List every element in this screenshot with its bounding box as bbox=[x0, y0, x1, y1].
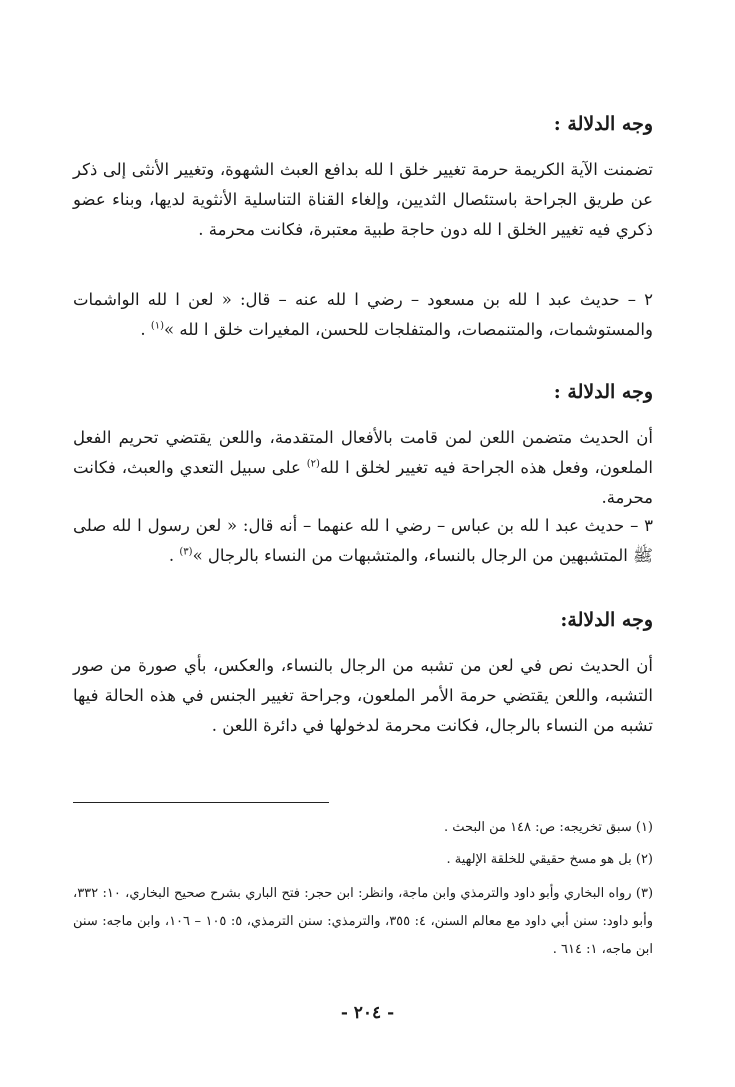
footnote-ref: (٣) bbox=[179, 546, 193, 558]
hadith-paragraph bbox=[73, 511, 653, 571]
paragraph bbox=[73, 423, 653, 513]
page-number: - ٢٠٤ - bbox=[340, 1003, 395, 1023]
hadith-text: ٣ – حديث عبد ا لله بن عباس – رضي ا لله عنهما – أنه قال: « لعن رسول ا لله صلى ﷺ المتشبهين من الرجال بالنساء، والمتشبهات من النساء بالرجال » bbox=[73, 516, 653, 565]
footnote: (١) سبق تخريجه: ص: ١٤٨ من البحث . bbox=[444, 820, 653, 835]
paragraph-text: أن الحديث متضمن اللعن لمن قامت بالأفعال المتقدمة، واللعن يقتضي تحريم الفعل الملعون، وفعل هذه الجراحة فيه تغيير لخلق ا لله bbox=[73, 428, 653, 477]
hadith-text: ٢ – حديث عبد ا لله بن مسعود – رضي ا لله عنه – قال: « لعن ا لله الواشمات والمستوشمات، والمتنمصات، والمتفلجات للحسن، المغيرات خلق ا لله » bbox=[73, 290, 653, 339]
footnote-ref: (٢) bbox=[306, 458, 320, 470]
section-heading: وجه الدلالة: bbox=[560, 609, 653, 631]
hadith-paragraph bbox=[73, 285, 653, 345]
footnote: (٢) بل هو مسخ حقيقي للخلقة الإلهية . bbox=[446, 852, 653, 867]
section-heading: وجه الدلالة : bbox=[553, 113, 653, 135]
paragraph: أن الحديث نص في لعن من تشبه من الرجال بالنساء، والعكس، بأي صورة من صور التشبه، واللعن يقتضي حرمة الأمر الملعون، وجراحة تغيير الجنس في هذه الحالة فيها تشبه من النساء بالرجال، فكانت محرمة لدخولها في دائرة اللعن . bbox=[73, 656, 653, 735]
footnote: (٣) رواه البخاري وأبو داود والترمذي وابن ماجة، وانظر: ابن حجر: فتح الباري بشرح صحيح البخاري، ١٠: ٣٣٢، وأبو داود: سنن أبي داود مع معالم السنن، ٤: ٣٥٥، والترمذي: سنن الترمذي، ٥: ١٠٥ – ١٠٦، وابن ماجه: سنن ابن ماجه، ١: ٦١٤ . bbox=[73, 886, 654, 957]
footnote-separator bbox=[73, 802, 329, 803]
sentence-end: . bbox=[168, 546, 180, 565]
paragraph-text: على سبيل التعدي والعبث، فكانت محرمة. bbox=[73, 458, 653, 507]
section-heading: وجه الدلالة : bbox=[553, 381, 653, 403]
footnote-ref: (١) bbox=[150, 320, 165, 332]
paragraph: تضمنت الآية الكريمة حرمة تغيير خلق ا لله بدافع العبث الشهوة، وتغيير الأنثى إلى ذكر عن طريق الجراحة باستئصال الثديين، وإلغاء القناة التناسلية الأنثوية لديها، وبناء عضو ذكري فيه تغيير الخلق ا لله دون حاجة طبية معتبرة، فكانت محرمة . bbox=[73, 160, 653, 239]
sentence-end: . bbox=[140, 320, 151, 339]
